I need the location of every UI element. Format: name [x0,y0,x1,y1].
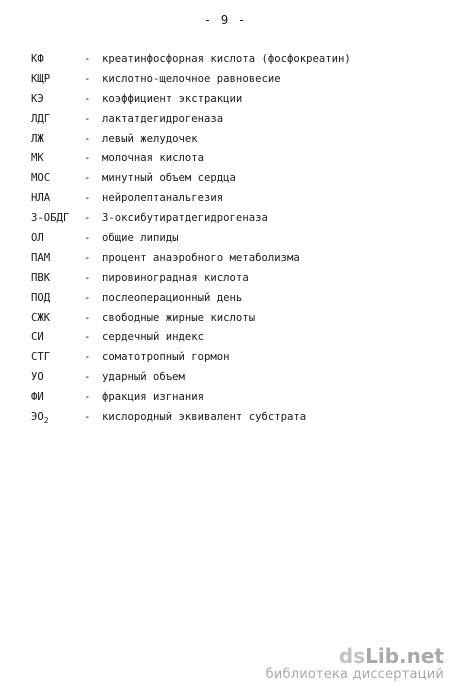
abbreviation-row [31,90,441,110]
abbreviation: СТГ [31,351,51,364]
dash-separator: - [84,72,91,85]
dash-separator: - [84,152,91,165]
definition: левый желудочек [102,132,198,145]
abbreviation-row [31,328,441,348]
dash-separator: - [84,112,91,125]
definition: лактатдегидрогеназа [102,112,224,125]
abbreviation: ПОД [31,291,51,304]
abbreviation-row [31,408,441,428]
dash-separator: - [84,291,91,304]
abbreviation: ЛЖ [31,132,44,145]
dash-separator: - [84,411,91,424]
abbreviation-row [31,169,441,189]
watermark [266,645,444,683]
abbreviation-row [31,110,441,130]
dash-separator: - [84,232,91,245]
abbreviation-row [31,289,441,309]
abbreviation: КФ [31,53,44,65]
dash-separator: - [84,391,91,404]
abbreviation-row [31,130,441,150]
watermark-brand-prefix: ds [338,644,366,668]
definition: нейролептанальгезия [102,192,224,205]
abbreviation-row [31,50,441,70]
dash-separator: - [84,92,91,105]
abbreviation: ОЛ [31,232,44,245]
abbreviation: ПВК [31,271,51,284]
definition: кислородный эквивалент субстрата [102,411,307,424]
dash-separator: - [84,371,91,384]
definition: коэффициент экстракции [102,92,243,105]
definition: послеоперационный день [102,291,243,304]
abbreviation: НЛА [31,192,51,205]
dash-separator: - [84,172,91,185]
definition: ударный объем [102,371,185,384]
abbreviation-row [31,348,441,368]
abbreviation: ПАМ [31,251,51,264]
definition: фракция изгнания [102,391,205,404]
dash-separator: - [84,212,91,225]
dash-separator: - [84,311,91,324]
dash-separator: - [84,192,91,205]
definition: креатинфосфорная кислота (фосфокреатин) [102,53,351,65]
abbreviation: 3-ОБДГ [31,212,70,225]
abbreviation: УО [31,371,44,384]
abbreviation-row [31,209,441,229]
abbreviation-row [31,229,441,249]
abbreviation-row [31,309,441,329]
abbreviation-subscript: 2 [43,416,49,426]
abbreviation [31,408,49,431]
abbreviation: ФИ [31,391,44,404]
abbreviation-row [31,249,441,269]
watermark-subtitle: библиотека диссертаций [265,667,444,682]
dash-separator: - [84,351,91,364]
definition: 3-оксибутиратдегидрогеназа [102,212,268,225]
definition: соматотропный гормон [102,351,230,364]
abbreviation-row [31,388,441,408]
abbreviation: СЖК [31,311,51,324]
abbreviation: СИ [31,331,44,344]
watermark-brand [266,645,444,667]
abbreviation-row [31,189,441,209]
abbreviation-row [31,269,441,289]
dash-separator: - [84,271,91,284]
dash-separator: - [84,331,91,344]
dash-separator: - [84,53,91,65]
abbreviation-row [31,70,441,90]
abbreviation-row [31,149,441,169]
abbreviation: МОС [31,172,51,185]
page-number: - 9 - [203,12,247,27]
abbreviation-base: ЭО [31,411,44,424]
abbreviation: ЛДГ [31,112,51,125]
watermark-brand-name: Lib.net [365,644,444,668]
definition: минутный объем сердца [102,172,236,185]
abbreviation-row [31,368,441,388]
definition: пировиноградная кислота [102,271,249,284]
definition: процент анаэробного метаболизма [102,251,300,264]
definition: кислотно-щелочное равновесие [102,72,281,85]
abbreviation: КЭ [31,92,44,105]
definition: свободные жирные кислоты [102,311,256,324]
definition: сердечный индекс [102,331,205,344]
abbreviation: КЩР [31,72,51,85]
definition: общие липиды [102,232,179,245]
dash-separator: - [84,132,91,145]
abbreviation-list [31,50,441,428]
definition: молочная кислота [102,152,205,165]
abbreviation: МК [31,152,44,165]
dash-separator: - [84,251,91,264]
